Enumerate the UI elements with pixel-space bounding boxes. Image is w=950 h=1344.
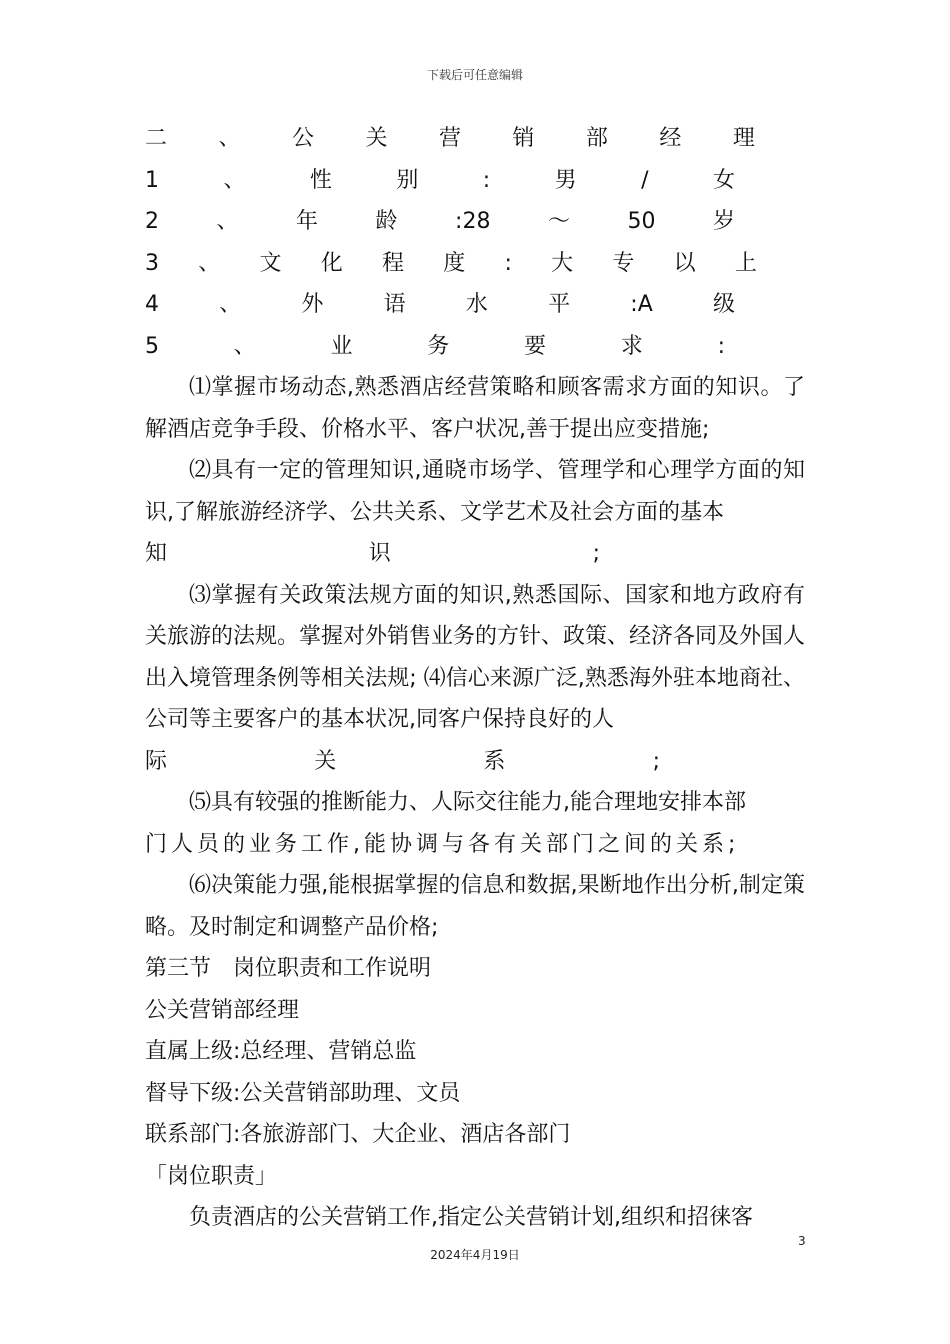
spread-char: 关 [314, 748, 337, 774]
role-title: 公关营销部经理 [145, 997, 300, 1023]
req-char: 男 [554, 167, 577, 193]
req-char: 大 [551, 250, 574, 276]
req-char: 、 [216, 209, 239, 234]
req-char: 、 [223, 167, 246, 193]
req-char: 平 [548, 292, 571, 317]
req-char: : [482, 167, 491, 193]
req-char: :28 [455, 209, 491, 234]
spread-char: ; [592, 541, 600, 566]
heading-char: 关 [365, 126, 388, 151]
req-char: 度 [443, 250, 466, 276]
req-char: 专 [612, 250, 635, 276]
req-char: 要 [524, 333, 547, 359]
req-char: 2 [145, 209, 159, 234]
requirement-education [145, 243, 757, 285]
heading-char: 、 [218, 126, 241, 151]
requirement-gender [145, 160, 735, 202]
heading-char: 部 [585, 126, 608, 151]
req-char: 、 [219, 292, 242, 317]
req-char: :A [630, 292, 653, 317]
req-char: 业 [330, 333, 353, 359]
paragraph-2-end [145, 533, 600, 575]
req-char: 求 [620, 333, 643, 359]
header-note: 下载后可任意编辑 [426, 68, 523, 82]
heading-char: 理 [732, 126, 755, 151]
contact-departments: 联系部门:各旅游部门、大企业、酒店各部门 [145, 1122, 571, 1147]
paragraph-3-end [145, 741, 660, 783]
req-char: 、 [198, 250, 221, 276]
req-char: 岁 [712, 209, 735, 234]
req-char: 化 [320, 250, 343, 276]
requirement-age [145, 201, 735, 243]
req-char: 别 [396, 167, 419, 193]
requirement-language [145, 284, 735, 326]
spread-char: ; [652, 748, 660, 774]
req-char: 1 [145, 167, 159, 193]
req-char: 龄 [375, 209, 398, 234]
heading-char: 销 [512, 126, 535, 151]
req-char: 务 [427, 333, 450, 359]
direct-superior: 直属上级:总经理、营销总监 [145, 1039, 417, 1064]
req-char: 语 [383, 292, 406, 317]
req-char: 性 [309, 167, 332, 193]
req-char: 年 [296, 209, 319, 234]
heading-char: 营 [438, 126, 461, 151]
req-char: 文 [259, 250, 282, 276]
spread-char: 际 [145, 748, 168, 774]
req-char: 4 [145, 292, 159, 317]
section-heading [145, 118, 755, 160]
heading-char: 二 [145, 126, 168, 151]
page-number: 3 [798, 1234, 806, 1248]
document-body [145, 118, 805, 1239]
req-char: 女 [712, 167, 735, 193]
duty-heading: 「岗位职责」 [145, 1163, 278, 1189]
req-char: 外 [301, 292, 324, 317]
heading-char: 经 [659, 126, 682, 151]
req-char: 50 [627, 209, 656, 234]
req-char: 级 [712, 292, 735, 317]
paragraph-3: ⑶掌握有关政策法规方面的知识,熟悉国际、国家和地方政府有关旅游的法规。掌握对外销售业务的方针、政策、经济各同及外国人出入境管理条例等相关法规; ⑷信心来源广泛,熟悉海外驻本地商社、公司等主要客户的基本状况,同客户保持良好的人 [145, 582, 806, 732]
req-char: 上 [734, 250, 757, 276]
section3-title: 第三节 岗位职责和工作说明 [145, 956, 432, 981]
spread-char: 知 [145, 541, 168, 566]
footer-date: 2024年4月19日 [430, 1248, 520, 1262]
requirement-business [145, 326, 725, 368]
subordinates: 督导下级:公关营销部助理、文员 [145, 1080, 461, 1106]
spread-char: 系 [483, 748, 506, 774]
req-char: 水 [465, 292, 488, 317]
duty-text: 负责酒店的公关营销工作,指定公关营销计划,组织和招徕客 [189, 1205, 753, 1230]
req-char: : [717, 333, 725, 359]
req-char: 3 [145, 250, 159, 276]
req-char: / [641, 167, 649, 193]
heading-char: 公 [291, 126, 314, 151]
spread-char: 识 [368, 541, 391, 566]
paragraph-6: ⑹决策能力强,能根据掌握的信息和数据,果断地作出分析,制定策略。及时制定和调整产品价格; [145, 873, 805, 940]
paragraph-5-end: 门人员的业务工作,能协调与各有关部门之间的关系; [145, 831, 740, 857]
paragraph-1: ⑴掌握市场动态,熟悉酒店经营策略和顾客需求方面的知识。了解酒店竞争手段、价格水平、客户状况,善于提出应变措施; [145, 375, 805, 442]
req-char: 程 [381, 250, 404, 276]
req-char: 、 [233, 333, 256, 359]
req-char: : [504, 250, 512, 276]
req-char: ～ [547, 209, 570, 234]
req-char: 以 [673, 250, 696, 276]
paragraph-5: ⑸具有较强的推断能力、人际交往能力,能合理地安排本部 [189, 790, 746, 815]
paragraph-2: ⑵具有一定的管理知识,通晓市场学、管理学和心理学方面的知识,了解旅游经济学、公共关系、文学艺术及社会方面的基本 [145, 458, 805, 525]
req-char: 5 [145, 333, 159, 359]
